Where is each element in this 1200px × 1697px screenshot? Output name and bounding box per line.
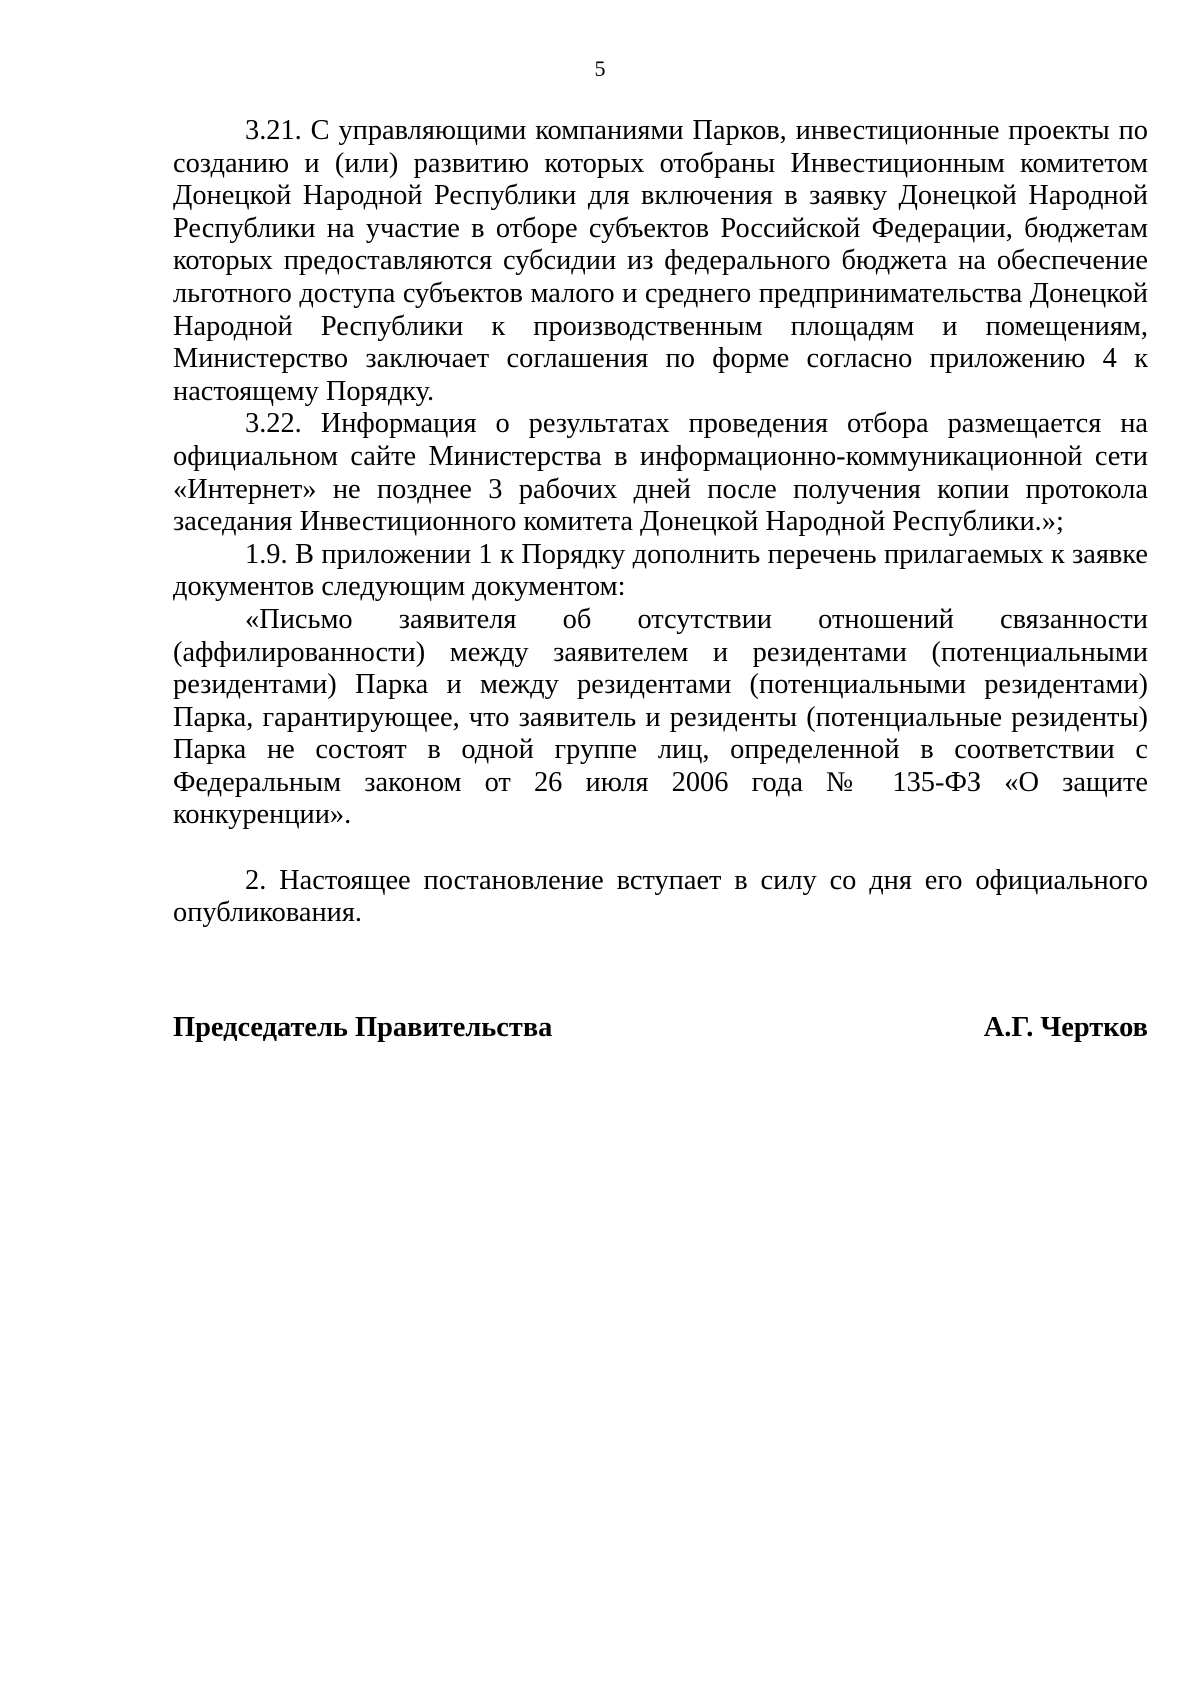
paragraph-3-22: 3.22. Информация о результатах проведения отбора размещается на официальном сайте Министерства в информационно-коммуникационной сети «Интернет» не позднее 3 рабочих дней после получения копии протокола заседания Инвестиционного комитета Донецкой Народной Республики.»;: [173, 408, 1148, 538]
paragraph-1-9: 1.9. В приложении 1 к Порядку дополнить перечень прилагаемых к заявке документов следующим документом:: [173, 538, 1148, 603]
signatory-name: А.Г. Чертков: [983, 1012, 1148, 1043]
paragraph-2-entry-into-force: 2. Настоящее постановление вступает в силу со дня его официального опубликования.: [173, 864, 1148, 929]
paragraph-letter-quote: «Письмо заявителя об отсутствии отношений связанности (аффилированности) между заявителем и резидентами (потенциальными резидентами) Парка и между резидентами (потенциальными резидентами) Парка, гарантирующее, что заявитель и резиденты (потенциальные резиденты) Парка не состоят в одной группе лиц, определенной в соответствии с Федеральным законом от 26 июля 2006 года № 135-ФЗ «О защите конкуренции».: [173, 603, 1148, 831]
signature-block: [173, 1011, 1148, 1045]
page-number: 5: [594, 56, 606, 81]
document-body: [173, 115, 1148, 930]
paragraph-3-21: 3.21. С управляющими компаниями Парков, инвестиционные проекты по созданию и (или) развитию которых отобраны Инвестиционным комитетом Донецкой Народной Республики для включения в заявку Донецкой Народной Республики на участие в отборе субъектов Российской Федерации, бюджетам которых предоставляются субсидии из федерального бюджета на обеспечение льготного доступа субъектов малого и среднего предпринимательства Донецкой Народной Республики к производственным площадям и помещениям, Министерство заключает соглашения по форме согласно приложению 4 к настоящему Порядку.: [173, 115, 1148, 407]
signatory-position: Председатель Правительства: [173, 1012, 553, 1043]
